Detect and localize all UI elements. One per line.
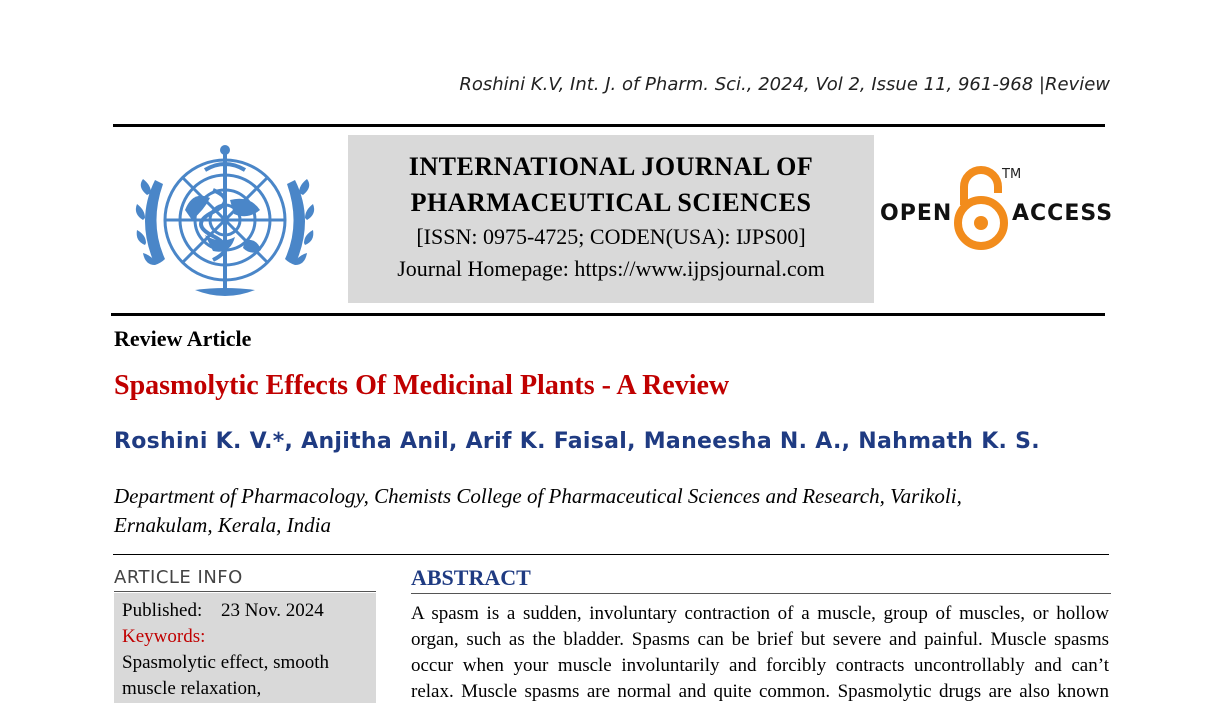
- article-authors: Roshini K. V.*, Anjitha Anil, Arif K. Faisal, Maneesha N. A., Nahmath K. S.: [114, 429, 1040, 454]
- abstract-rule: [411, 593, 1111, 594]
- article-type: Review Article: [114, 326, 252, 351]
- keywords-line1: Spasmolytic effect, smooth: [122, 652, 330, 673]
- article-title: Spasmolytic Effects Of Medicinal Plants - A Review: [114, 370, 730, 401]
- abstract-heading: ABSTRACT: [411, 565, 531, 590]
- abstract-line2: organ, such as the bladder. Spasms can be brief but severe and painful. Muscle spasms: [411, 629, 1109, 650]
- keywords-line2: muscle relaxation,: [122, 678, 262, 699]
- author-affiliation: [114, 482, 1074, 540]
- affiliation-line1: Department of Pharmacology, Chemists College of Pharmaceutical Sciences and Research, Varikoli,: [114, 484, 962, 508]
- journal-title-line2: PHARMACEUTICAL SCIENCES: [410, 188, 812, 217]
- abstract-body: [411, 601, 1109, 705]
- section-divider: [113, 554, 1109, 555]
- open-access-logo: [880, 165, 1114, 255]
- abstract-line1: A spasm is a sudden, involuntary contraction of a muscle, group of muscles, or hollow: [411, 603, 1109, 624]
- open-access-trademark: TM: [1002, 167, 1022, 182]
- open-access-word-open: OPEN: [880, 201, 953, 226]
- citation-header: Roshini K.V, Int. J. of Pharm. Sci., 2024, Vol 2, Issue 11, 961-968 |Review: [459, 74, 1110, 95]
- abstract-line4: relax. Muscle spasms are normal and quite common. Spasmolytic drugs are also known: [411, 681, 1109, 702]
- published-date: 23 Nov. 2024: [220, 600, 324, 621]
- published-label: Published:: [122, 600, 203, 621]
- abstract-line3: occur when your muscle involuntarily and forcibly contracts uncontrollably and can’t: [411, 655, 1109, 676]
- article-info-rule: [114, 591, 376, 592]
- article-info-box: [114, 593, 376, 703]
- open-access-lock-icon: [954, 165, 1008, 251]
- journal-homepage[interactable]: Journal Homepage: https://www.ijpsjournal.com: [397, 256, 825, 281]
- keywords-label: Keywords:: [122, 626, 206, 647]
- journal-header-box: [348, 135, 874, 303]
- top-rule: [113, 124, 1105, 127]
- affiliation-line2: Ernakulam, Kerala, India: [114, 513, 331, 537]
- journal-emblem-icon: [125, 140, 325, 305]
- open-access-word-access: ACCESS: [1012, 201, 1114, 226]
- article-info-heading: ARTICLE INFO: [114, 567, 243, 588]
- journal-issn: [ISSN: 0975-4725; CODEN(USA): IJPS00]: [416, 224, 806, 249]
- journal-title-line1: INTERNATIONAL JOURNAL OF: [408, 152, 814, 181]
- header-bottom-rule: [111, 313, 1105, 316]
- published-row: [122, 598, 368, 624]
